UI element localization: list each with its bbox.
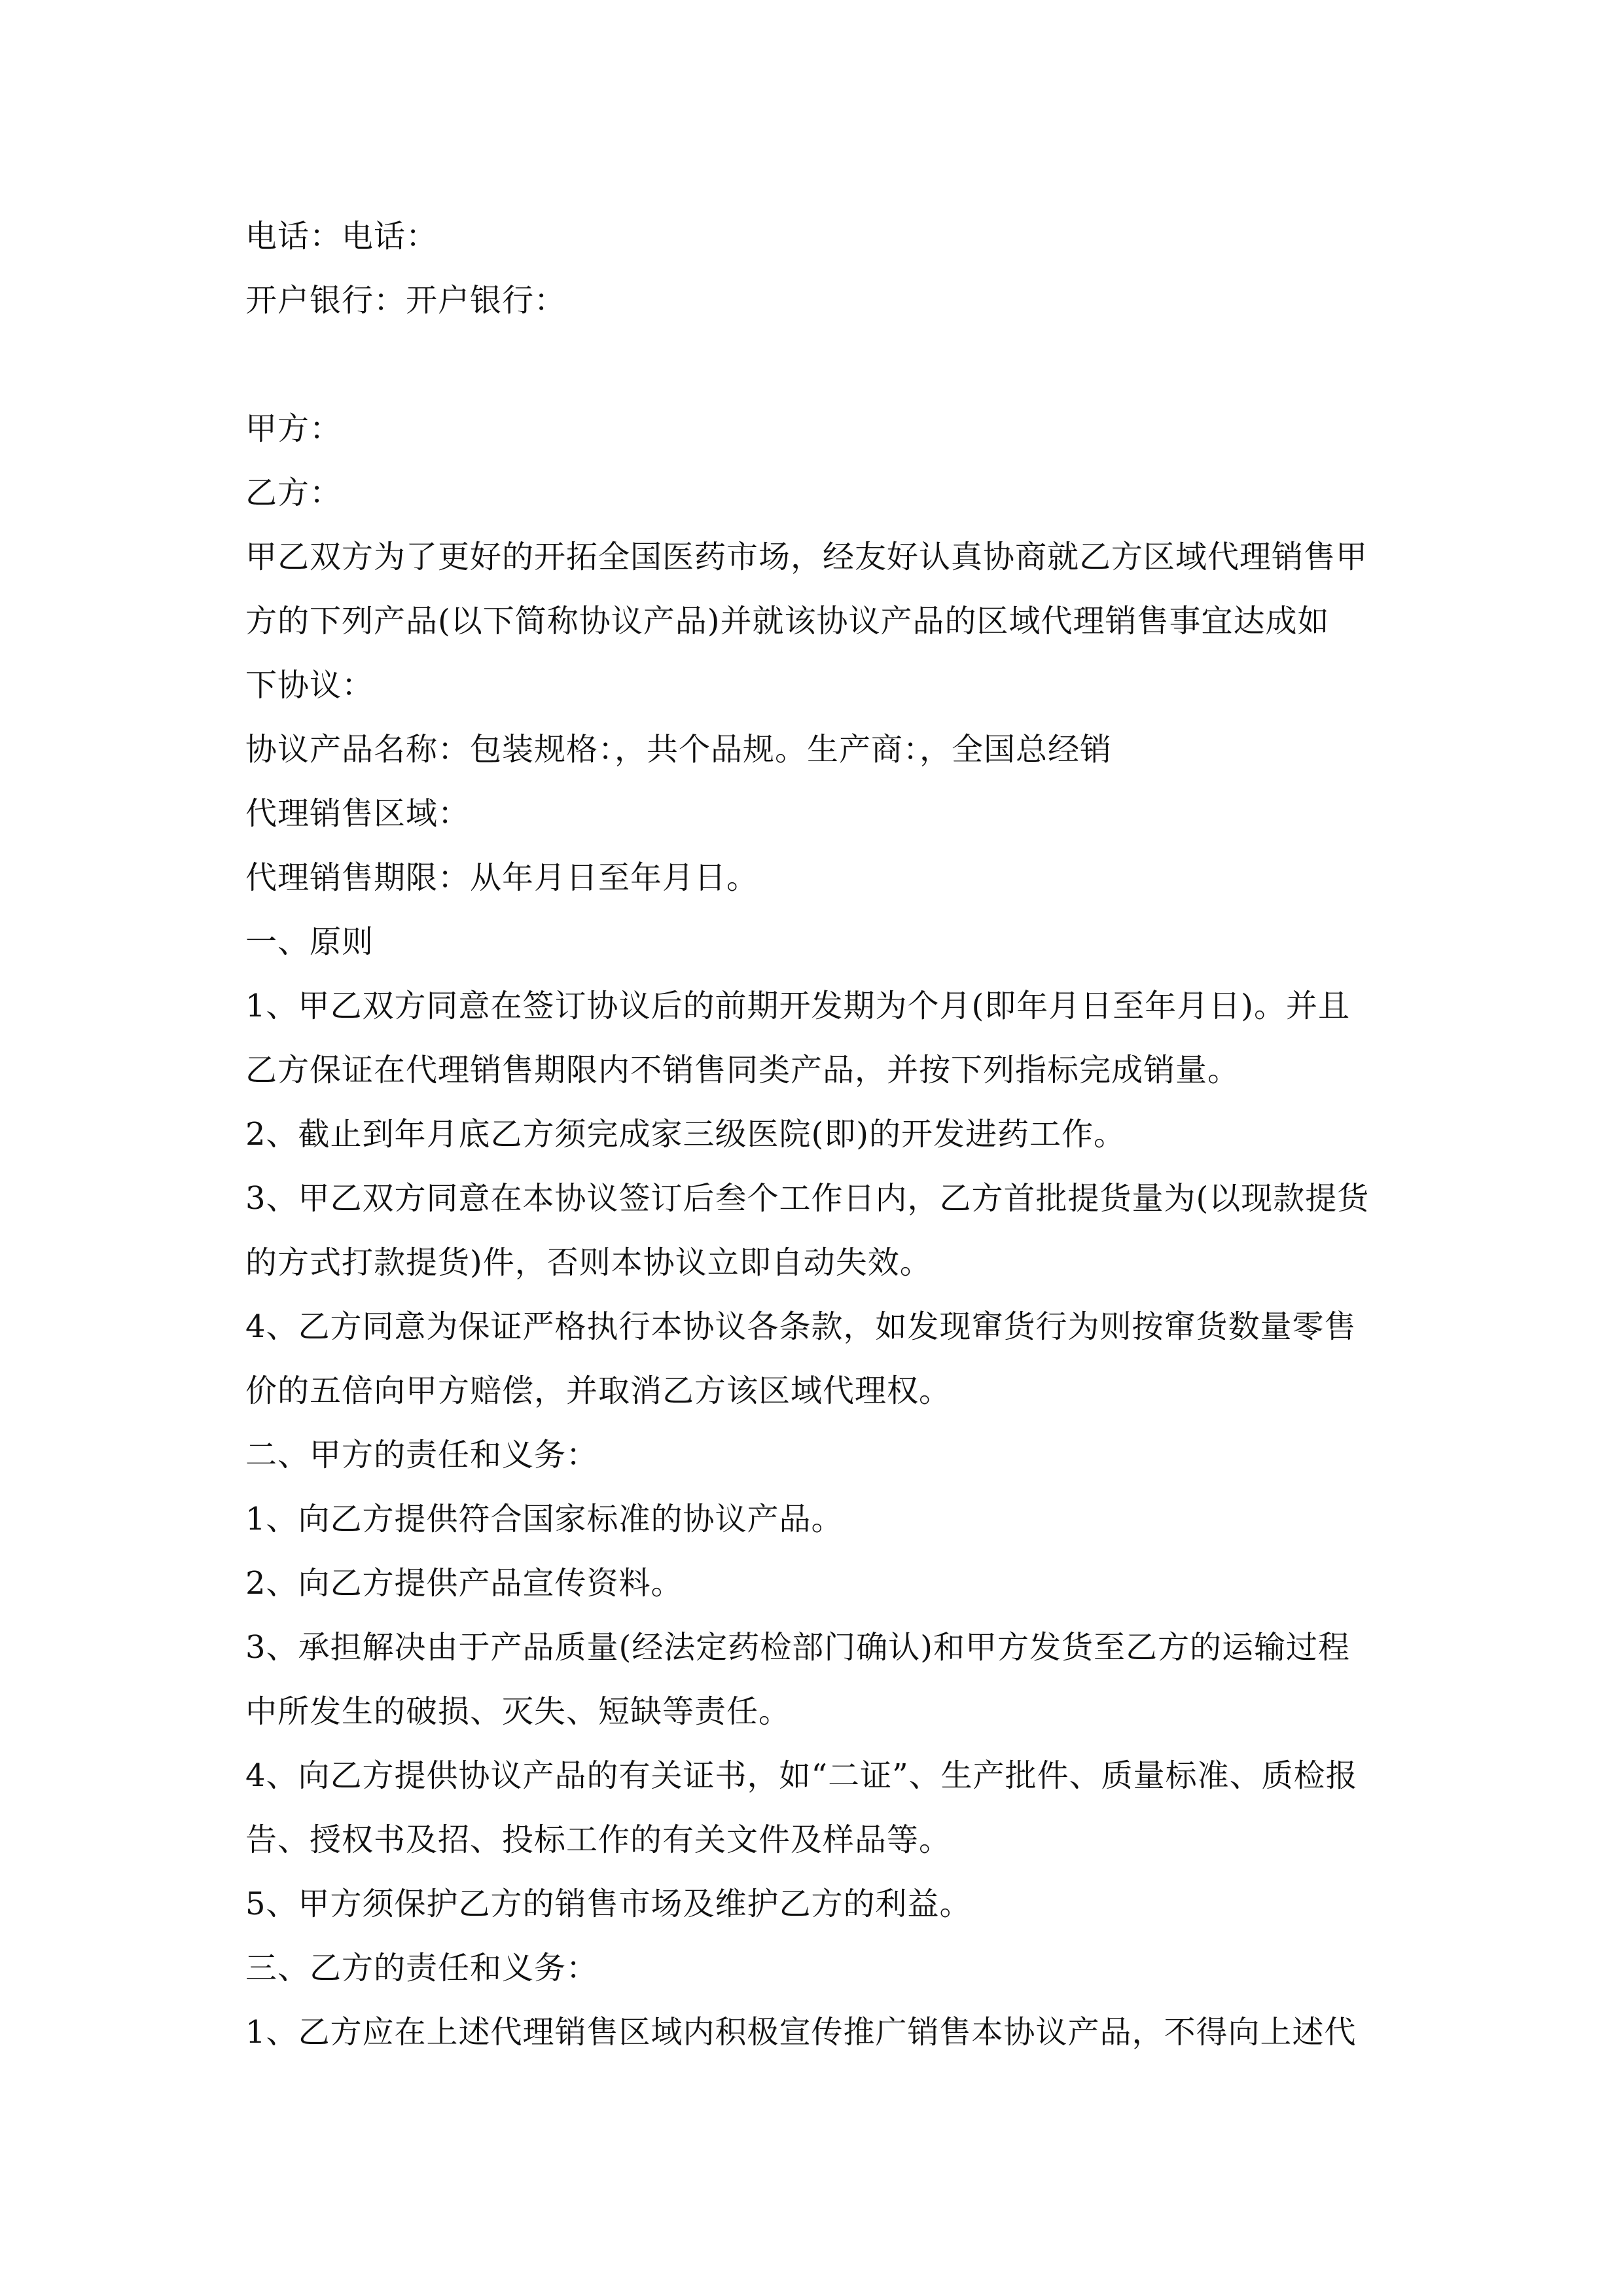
sales-term-line: 代理销售期限：从年月日至年月日。 xyxy=(245,859,759,896)
product-name-line: 协议产品名称：包装规格：，共个品规。生产商：，全国总经销 xyxy=(245,731,1113,768)
clause-line: 告、授权书及招、投标工作的有关文件及样品等。 xyxy=(245,1821,952,1858)
clause-line: 2、向乙方提供产品宣传资料。 xyxy=(245,1565,683,1602)
clause-line: 4、乙方同意为保证严格执行本协议各条款，如发现窜货行为则按窜货数量零售 xyxy=(245,1308,1357,1345)
clause-line: 乙方保证在代理销售期限内不销售同类产品，并按下列指标完成销量。 xyxy=(245,1052,1240,1088)
clause-line: 3、承担解决由于产品质量(经法定药检部门确认)和甲方发货至乙方的运输过程 xyxy=(245,1629,1350,1666)
clause-line: 中所发生的破损、灭失、短缺等责任。 xyxy=(245,1693,791,1730)
intro-paragraph-line: 甲乙双方为了更好的开拓全国医药市场，经友好认真协商就乙方区域代理销售甲 xyxy=(245,539,1368,575)
clause-line: 3、甲乙双方同意在本协议签订后叁个工作日内，乙方首批提货量为(以现款提货 xyxy=(245,1180,1370,1217)
blank-line xyxy=(245,332,1384,397)
phone-line: 电话：电话： xyxy=(245,218,438,255)
intro-paragraph-line: 下协议： xyxy=(245,667,374,704)
clause-line: 2、截止到年月底乙方须完成家三级医院(即)的开发进药工作。 xyxy=(245,1116,1126,1153)
clause-line: 1、向乙方提供符合国家标准的协议产品。 xyxy=(245,1501,844,1537)
document-body xyxy=(245,204,1384,2064)
section-heading-party-a: 二、甲方的责任和义务： xyxy=(245,1437,599,1473)
clause-line: 4、向乙方提供协议产品的有关证书，如“二证”、生产批件、质量标准、质检报 xyxy=(245,1757,1358,1794)
party-b-line: 乙方： xyxy=(245,475,342,511)
sales-region-line: 代理销售区域： xyxy=(245,795,471,832)
clause-line: 1、乙方应在上述代理销售区域内积极宣传推广销售本协议产品，不得向上述代 xyxy=(245,2014,1357,2051)
clause-line: 5、甲方须保护乙方的销售市场及维护乙方的利益。 xyxy=(245,1886,972,1922)
party-a-line: 甲方： xyxy=(245,410,342,447)
section-heading-principles: 一、原则 xyxy=(245,924,374,960)
clause-line: 1、甲乙双方同意在签订协议后的前期开发期为个月(即年月日至年月日)。并且 xyxy=(245,988,1350,1024)
clause-line: 的方式打款提货)件，否则本协议立即自动失效。 xyxy=(245,1244,932,1281)
section-heading-party-b: 三、乙方的责任和义务： xyxy=(245,1950,599,1986)
clause-line: 价的五倍向甲方赔偿，并取消乙方该区域代理权。 xyxy=(245,1372,952,1409)
intro-paragraph-line: 方的下列产品(以下简称协议产品)并就该协议产品的区域代理销售事宜达成如 xyxy=(245,603,1330,639)
bank-line: 开户银行：开户银行： xyxy=(245,282,567,319)
